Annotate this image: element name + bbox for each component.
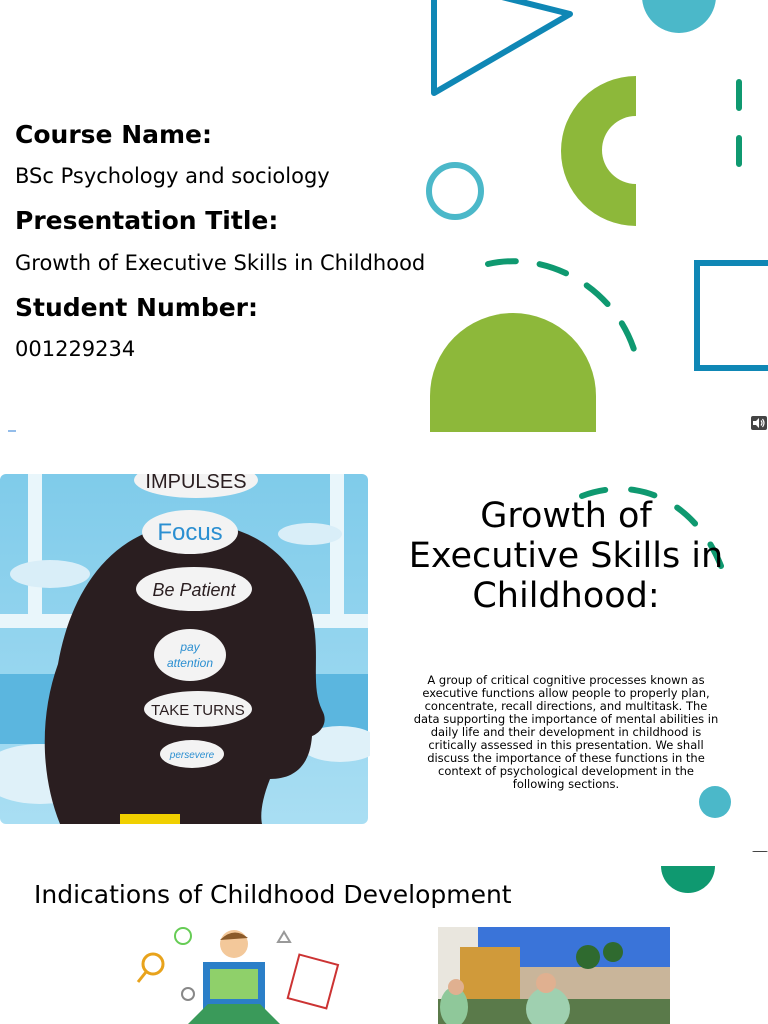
reading-child-illustration: [128, 924, 348, 1024]
ring-outline: [429, 165, 481, 217]
course-name-label: Course Name:: [15, 120, 212, 149]
green-half-circle: [661, 866, 715, 893]
presentation-title-label: Presentation Title:: [15, 206, 279, 235]
student-number-value: 001229234: [15, 337, 136, 361]
slide2-body: A group of critical cognitive processes known as executive functions allow people to properly plan, concentrate, recall directions, and multitask. The data supporting the importance of mental abilities in daily life and their development in childhood is critically assessed in this presentation. We shall discuss the importance of these functions in the context of psychological development in the following sections.: [413, 673, 719, 791]
slide2-title: Growth of Executive Skills in Childhood:: [408, 496, 724, 616]
green-dome: [430, 313, 596, 432]
square-outline: [697, 263, 768, 368]
course-name-value: BSc Psychology and sociology: [15, 164, 330, 188]
student-number-label: Student Number:: [15, 293, 259, 322]
slide-indications: [0, 852, 768, 1024]
triangle-outline: [434, 0, 570, 93]
image-word-persevere: persevere: [169, 750, 215, 761]
image-word-be-patient: Be Patient: [152, 580, 236, 600]
presentation-title-value: Growth of Executive Skills in Childhood: [15, 251, 426, 275]
image-word-attention: attention: [166, 656, 214, 670]
playground-photo: [438, 927, 670, 1024]
green-arc: [561, 76, 636, 226]
decorative-shapes: [0, 0, 768, 432]
image-word-pay: pay: [180, 640, 200, 654]
teal-circle-top: [642, 0, 716, 33]
slide-overview: [0, 444, 768, 848]
speaker-icon[interactable]: [751, 416, 767, 430]
slide-title: [0, 0, 768, 432]
image-word-take-turns: TAKE TURNS: [151, 702, 245, 719]
image-word-focus: Focus: [157, 519, 223, 546]
image-word-impulses: IMPULSES: [145, 474, 247, 493]
slide3-title: Indications of Childhood Development: [34, 880, 512, 909]
